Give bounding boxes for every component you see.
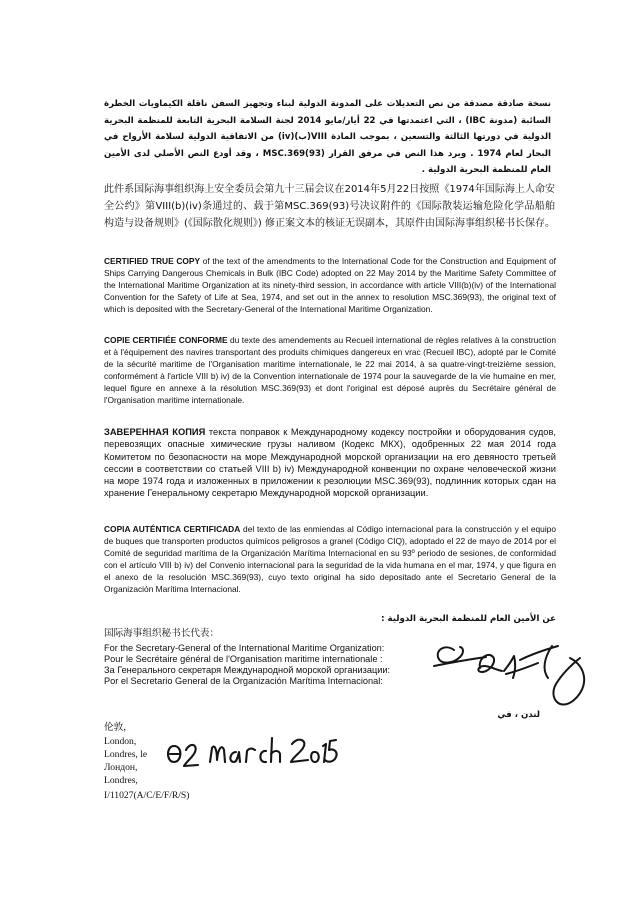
french-signature-caption: Pour le Secrétaire général de l'Organisation maritime internationale :: [104, 654, 383, 664]
handwritten-signature: [420, 622, 596, 718]
russian-certification-text: текста поправок к Международному кодексу постройки и оборудования судов, перевозящих опасные химические грузы наливом (Кодекс МКХ), одобренных 22 мая 2014 года Комитетом по безопасности на море Международной морской организации на его девяносто третьей сессии в соответствии со статьей VIII b) iv) Международной конвенции по охране человеческой жизни на море 1974 года и изложенных в приложении к резолюции MSC.369(93), подлинник которых сдан на хранение Генеральному секретарю Международной морской организации.: [104, 427, 556, 499]
english-place-label: London,: [104, 736, 137, 747]
english-signature-caption: For the Secretary-General of the International Maritime Organization:: [104, 643, 385, 653]
french-copie-certifiee-heading: COPIE CERTIFIÉE CONFORME: [104, 335, 228, 345]
spanish-signature-caption: Por el Secretario General de la Organización Marítima Internacional:: [104, 676, 383, 686]
arabic-signature-caption: عن الأمين العام للمنظمة البحرية الدولية :: [381, 614, 556, 624]
french-place-label: Londres, le: [104, 749, 148, 760]
spanish-certification-text: del texto de las enmiendas al Código internacional para la construcción y el equipo de buques que transporten productos químicos peligrosos a granel (Código CIQ), adoptado el 22 de mayo de 2014 por el Comité de seguridad marítima de la Organización Marítima Internacional en su 93º periodo de sesiones, de conformidad con el artículo VIII b) iv) del Convenio internacional para la seguridad de la vida humana en el mar, 1974, y que figura en el anexo de la resolución MSC.369(93), cuyo texto original ha sido depositado ante el Secretario General de la Organización Marítima Internacional.: [104, 524, 556, 594]
chinese-signature-caption: 国际海事组织秘书长代表：: [104, 628, 220, 639]
spanish-certification-paragraph: [104, 523, 556, 595]
french-certification-paragraph: [104, 334, 556, 406]
spanish-copia-autentica-heading: COPIA AUTÉNTICA CERTIFICADA: [104, 524, 241, 534]
french-certification-text: du texte des amendements au Recueil international de règles relatives à la construction et à l'équipement des navires transportant des produits chimiques dangereux en vrac (Recueil IBC), adopté par le Comité de la sécurité maritime de l'Organisation maritime internationale, le 22 mai 2014, à sa quatre-vingt-treizième session, conformément à l'article VIII b) iv) de la Convention internationale de 1974 pour la sauvegarde de la vie humaine en mer, lequel figure en annexe à la résolution MSC.369(93) et dont l'original est déposé auprès du Secrétaire général de l'Organisation maritime internationale.: [104, 335, 556, 405]
arabic-place-label: لندن ، في: [497, 710, 540, 720]
russian-certified-copy-heading: ЗАВЕРЕННАЯ КОПИЯ: [104, 427, 206, 437]
spanish-place-label: Londres,: [104, 775, 138, 786]
document-reference-number: I/11027(A/C/E/F/R/S): [104, 790, 190, 801]
russian-place-label: Лондон,: [104, 762, 138, 773]
english-certification-text: of the text of the amendments to the International Code for the Construction and Equipment of Ships Carrying Dangerous Chemicals in Bulk (IBC Code) adopted on 22 May 2014 by the Maritime Safety Committee of the International Maritime Organization at its ninety-third session, in accordance with article VIII(b)(iv) of the International Convention for the Safety of Life at Sea, 1974, and set out in the annex to resolution MSC.369(93), the original text of which is deposited with the Secretary-General of the International Maritime Organization.: [104, 256, 556, 314]
handwritten-date: [162, 724, 338, 774]
english-certification-paragraph: [104, 255, 556, 315]
russian-certification-paragraph: [104, 426, 556, 500]
arabic-certification-paragraph: نسخة صادقة مصدقة من نص التعديلات على المدونة الدولية لبناء وتجهيز السفن ناقلة الكيماويات الخطرة السائبة (مدونة IBC) ، التي اعتمدتها في 22 أيار/مايو 2014 لجنة السلامة البحرية التابعة للمنظمة البحرية الدولية في دورتها الثالثة والتسعين ، بموجب المادة VIII(ب)(iv) من الاتفاقية الدولية لسلامة الأرواح في البحار لعام 1974 . ويرد هذا النص في مرفق القرار MSC.369(93) ، وقد أودع النص الأصلي لدى الأمين العام للمنظمة البحرية الدولية .: [104, 99, 552, 175]
russian-signature-caption: За Генерального секретаря Международной морской организации:: [104, 665, 391, 675]
chinese-certification-paragraph: 此件系国际海事组织海上安全委员会第九十三届会议在2014年5月22日按照《1974年国际海上人命安全公约》第VIII(b)(iv)条通过的、载于第MSC.369(93)号决议附件的《国际散装运输危险化学品船舶构造与设备规则》(《国际散化规则》) 修正案文本的核证无误副本，其原件由国际海事组织秘书长保存。: [104, 184, 555, 229]
chinese-place-label: 伦敦，: [104, 722, 133, 733]
english-certified-true-copy-heading: CERTIFIED TRUE COPY: [104, 256, 201, 266]
